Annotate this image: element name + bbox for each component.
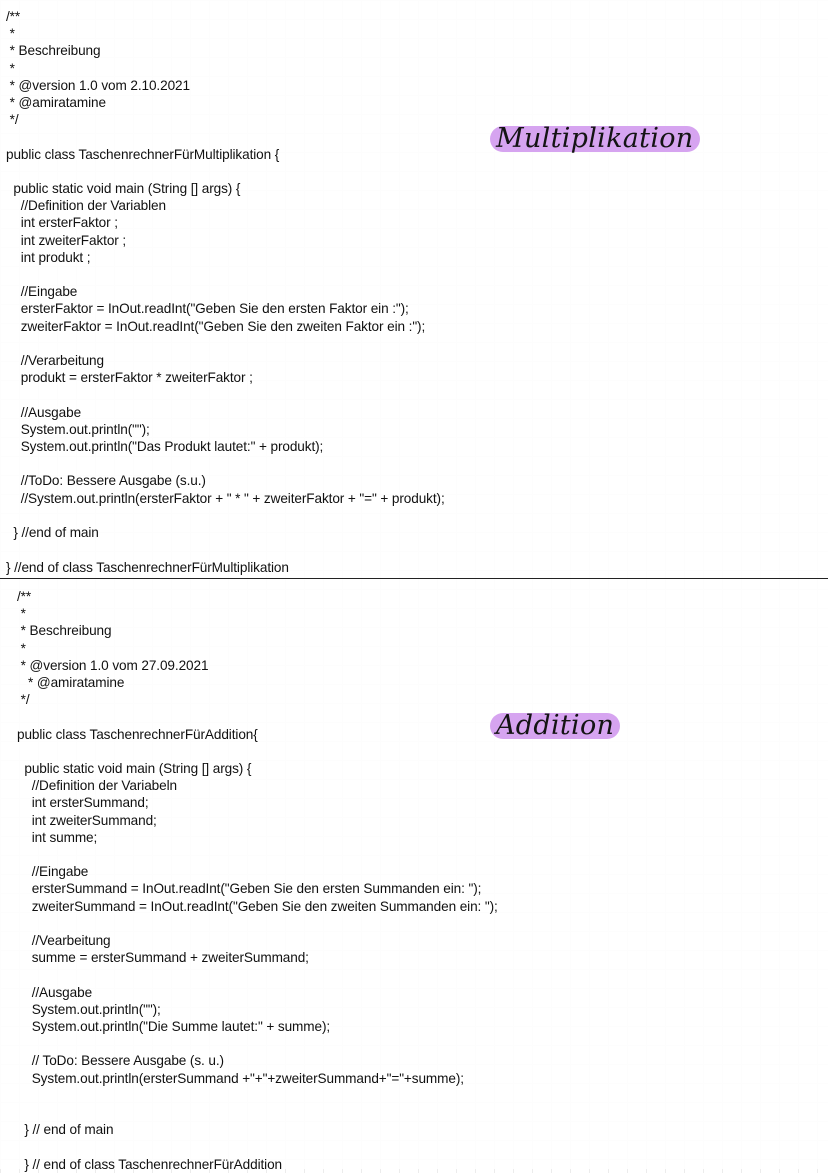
- code-line: */: [6, 112, 19, 128]
- multiplication-label: Multiplikation: [490, 126, 700, 152]
- multiplication-code-block: [6, 8, 445, 576]
- code-line: } //end of class TaschenrechnerFürMultiplikation: [6, 559, 289, 575]
- code-line: //Ausgabe: [17, 984, 93, 1000]
- code-line: } // end of main: [17, 1122, 114, 1138]
- code-line: * @amiratamine: [6, 95, 106, 111]
- code-line: public static void main (String [] args) {: [6, 181, 241, 197]
- code-line: [6, 386, 445, 403]
- code-line: [17, 1087, 498, 1104]
- code-line: *: [6, 26, 15, 42]
- code-line: int ersterFaktor ;: [6, 215, 118, 231]
- code-line: * @version 1.0 vom 27.09.2021: [17, 657, 209, 673]
- code-line: public class TaschenrechnerFürAddition{: [17, 726, 258, 742]
- code-line: //System.out.println(ersterFaktor + " * " + zweiterFaktor + "=" + produkt);: [6, 490, 445, 506]
- code-line: ersterSummand = InOut.readInt("Geben Sie den ersten Summanden ein: ");: [17, 881, 482, 897]
- code-line: [17, 743, 498, 760]
- code-line: * @amiratamine: [17, 675, 125, 691]
- code-line: ersterFaktor = InOut.readInt("Geben Sie den ersten Faktor ein :");: [6, 301, 409, 317]
- code-line: System.out.println("Die Summe lautet:" + summe);: [17, 1019, 331, 1035]
- code-line: int zweiterSummand;: [17, 812, 157, 828]
- code-line: //Ausgabe: [6, 404, 82, 420]
- code-line: //ToDo: Bessere Ausgabe (s.u.): [6, 473, 206, 489]
- code-line: summe = ersterSummand + zweiterSummand;: [17, 950, 309, 966]
- code-line: /**: [17, 589, 32, 604]
- code-line: [17, 966, 498, 983]
- code-line: System.out.println(ersterSummand +"+"+zweiterSummand+"="+summe);: [17, 1070, 464, 1086]
- code-line: //Verarbeitung: [6, 353, 104, 369]
- code-line: //Definition der Variabeln: [17, 778, 177, 794]
- code-line: [17, 1035, 498, 1052]
- code-line: [6, 507, 445, 524]
- code-line: [17, 846, 498, 863]
- code-line: [17, 1104, 498, 1121]
- code-line: * Beschreibung: [17, 623, 112, 639]
- code-line: int ersterSummand;: [17, 795, 149, 811]
- code-line: int zweiterFaktor ;: [6, 232, 127, 248]
- code-line: /**: [6, 9, 21, 24]
- code-line: *: [17, 606, 26, 622]
- code-line: [6, 266, 445, 283]
- addition-code-block: [17, 588, 498, 1173]
- code-line: System.out.println("Das Produkt lautet:" + produkt);: [6, 439, 324, 455]
- code-line: *: [6, 60, 15, 76]
- code-line: //Eingabe: [17, 864, 89, 880]
- code-line: [6, 335, 445, 352]
- code-line: * @version 1.0 vom 2.10.2021: [6, 77, 190, 93]
- code-line: public class TaschenrechnerFürMultiplikation {: [6, 146, 280, 162]
- code-line: int produkt ;: [6, 249, 91, 265]
- code-line: System.out.println("");: [6, 421, 150, 437]
- code-line: [6, 128, 445, 145]
- code-line: produkt = ersterFaktor * zweiterFaktor ;: [6, 370, 253, 386]
- code-line: int summe;: [17, 829, 98, 845]
- code-line: * Beschreibung: [6, 43, 101, 59]
- code-line: [6, 163, 445, 180]
- addition-label: Addition: [490, 713, 620, 739]
- code-line: [6, 455, 445, 472]
- code-line: */: [17, 692, 30, 708]
- code-line: } //end of main: [6, 525, 99, 541]
- code-line: //Vearbeitung: [17, 933, 111, 949]
- code-line: } // end of class TaschenrechnerFürAddition: [17, 1156, 283, 1172]
- code-line: *: [17, 640, 26, 656]
- code-line: System.out.println("");: [17, 1001, 161, 1017]
- code-line: [17, 915, 498, 932]
- code-line: zweiterFaktor = InOut.readInt("Geben Sie den zweiten Faktor ein :");: [6, 318, 426, 334]
- section-divider: [0, 578, 828, 579]
- code-line: //Definition der Variablen: [6, 198, 166, 214]
- code-line: zweiterSummand = InOut.readInt("Geben Sie den zweiten Summanden ein: ");: [17, 898, 498, 914]
- code-line: //Eingabe: [6, 284, 78, 300]
- code-line: [6, 541, 445, 558]
- code-line: // ToDo: Bessere Ausgabe (s. u.): [17, 1053, 224, 1069]
- code-line: [17, 708, 498, 725]
- code-line: public static void main (String [] args) {: [17, 761, 252, 777]
- code-line: [17, 1139, 498, 1156]
